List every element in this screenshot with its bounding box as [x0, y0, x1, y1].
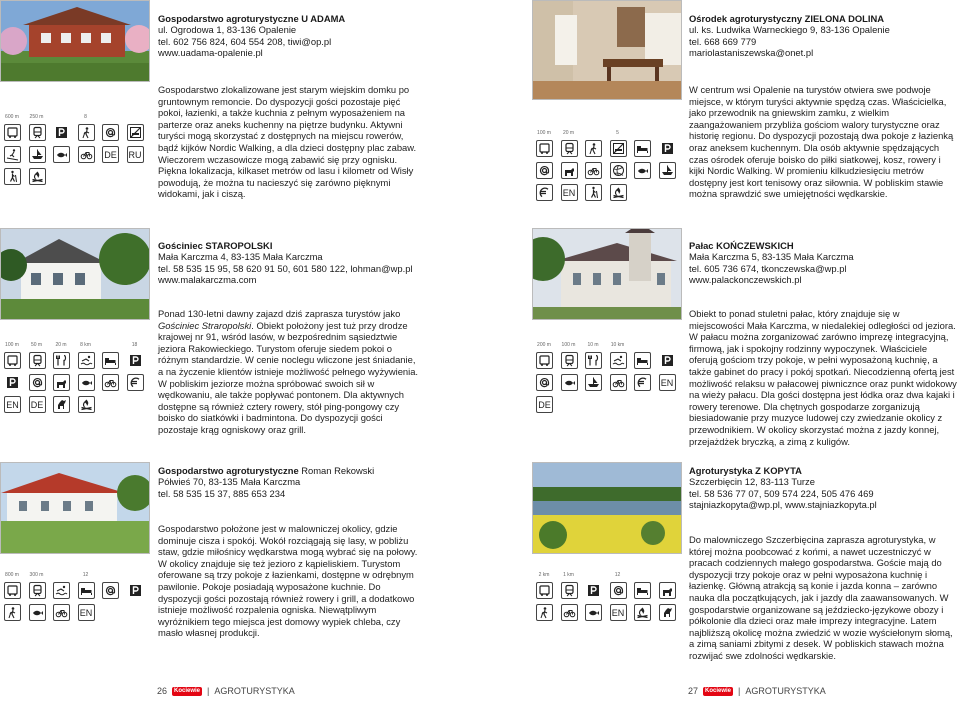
- language-badge-en: EN: [4, 396, 21, 413]
- website-line[interactable]: www.malakarczma.com: [158, 274, 257, 286]
- amenity-icons: [536, 342, 682, 410]
- bus-icon: [4, 124, 21, 141]
- bus-icon: [4, 582, 21, 599]
- language-badge-en: EN: [78, 604, 95, 621]
- language-badge-en: EN: [610, 604, 627, 621]
- fishing-icon: [29, 604, 46, 621]
- entry-title: Gościniec STAROPOLSKI: [158, 240, 273, 251]
- train-icon: [561, 140, 578, 157]
- photo-staropolski: [0, 228, 150, 320]
- distance-label: 10 m: [587, 342, 599, 348]
- distance-label: 2 km: [538, 572, 550, 578]
- horse-icon: [659, 604, 676, 621]
- volleyball-icon: [610, 162, 627, 179]
- contact-line: tel. 605 736 674, tkonczewska@wp.pl: [689, 262, 847, 274]
- language-badge-de: DE: [29, 396, 46, 413]
- train-icon: [561, 582, 578, 599]
- photo-zielona-dolina: [532, 0, 682, 100]
- footer-right: [688, 686, 826, 696]
- bike-icon: [102, 374, 119, 391]
- entry-description: W centrum wsi Opalenie na turystów otwiera swe podwoje miejsce, w którym turyści aktywnie spędzą czas. Właścicielka, jako przewodnik na gniewskim zamku, z wielkim zaangażowaniem przybliża gościom walory turystyczne oraz historię regionu. Do dyspozycji pozostają dwa pokoje z łazienką oraz aneksem kuchennym. Dla osób aktywnie spędzających czas ośrodek oferuje boisko do piłki siatkowej, kosz, rowery i kijki Nordic Walking. W promieniu kilkudziesięciu metrów dostępny jest kort tenisowy oraz siłownia. W pobliskim stawie można sprawdzić swe umiejętności wędkarskie.: [689, 84, 954, 200]
- train-icon: [29, 582, 46, 599]
- train-icon: [29, 124, 46, 141]
- nordic-walking-icon: [4, 604, 21, 621]
- hiking-icon: [585, 184, 602, 201]
- website-line[interactable]: www.uadama-opalenie.pl: [158, 47, 263, 59]
- entry-title: [158, 465, 478, 476]
- contact-line: tel. 58 535 15 37, 885 653 234: [158, 487, 286, 499]
- email-line[interactable]: stajniazkopyta@wp.pl, www.stajniazkopyta.pl: [689, 499, 877, 511]
- restaurant-icon: [585, 352, 602, 369]
- fishing-icon: [634, 162, 651, 179]
- distance-label: 100 m: [5, 342, 19, 348]
- boat-icon: [659, 162, 676, 179]
- photo-u-adama: [0, 0, 150, 82]
- separator: |: [738, 686, 741, 696]
- swim-icon: [53, 582, 70, 599]
- address-line: Szczerbięcin 12, 83-113 Turze: [689, 476, 815, 488]
- parking-icon: [659, 140, 676, 157]
- language-badge-ru: RU: [127, 146, 144, 163]
- bike-icon: [610, 374, 627, 391]
- campfire-icon: [78, 396, 95, 413]
- entry-title: Gospodarstwo agroturystyczne U ADAMA: [158, 13, 346, 24]
- bike-icon: [585, 162, 602, 179]
- section-label: AGROTURYSTYKA: [214, 686, 295, 696]
- distance-label: 300 m: [29, 572, 44, 578]
- dog-icon: [561, 162, 578, 179]
- separator: |: [207, 686, 210, 696]
- parking-icon: [127, 352, 144, 369]
- entry-description: Gospodarstwo zlokalizowane jest starym wiejskim domku po gruntownym remoncie. Do dyspozycji gości pozostaje pięć pokoi, łazienki, a także kuchnia z pełnym wyposażeniem na parterze oraz aneks kuchenny na piętrze budynku. Aktywni turyści mogą skorzystać z dostępnych na miejscu rowerów, bądź kijków Nordic Walking, a dla dzieci dostępny plac zabaw. Wieczorem wczasowicze mogą zabawić się przy ognisku. Piękna lokalizacja, kilkaset metrów od lasu i kilometr od Wisły powodują, że można tu nacieszyć się zarówno pięknymi widokami, jak i ciszą.: [158, 84, 417, 200]
- photo-konczewski: [532, 228, 682, 320]
- website-line[interactable]: www.palackonczewskich.pl: [689, 274, 802, 286]
- bus-icon: [536, 352, 553, 369]
- distance-label: 12: [614, 572, 621, 578]
- entry-title: Pałac KOŃCZEWSKICH: [689, 240, 794, 251]
- entry-title: Agroturystyka Z KOPYTA: [689, 465, 802, 476]
- parking-icon: [53, 124, 70, 141]
- bus-icon: [536, 140, 553, 157]
- no-smoking-icon: [127, 124, 144, 141]
- dog-icon: [53, 374, 70, 391]
- boat-icon: [29, 146, 46, 163]
- wifi-icon: [29, 374, 46, 391]
- distance-label: 250 m: [29, 114, 44, 120]
- bed-icon: [78, 582, 95, 599]
- address-line: Mała Karczma 4, 83-135 Mała Karczma: [158, 251, 323, 263]
- entry-header: [689, 13, 959, 59]
- swim-icon: [78, 352, 95, 369]
- fishing-icon: [585, 604, 602, 621]
- brand-logo: Kociewie: [705, 687, 732, 694]
- amenity-icons: [536, 130, 682, 198]
- distance-label: 100 m: [537, 130, 551, 136]
- contact-line: tel. 58 536 77 07, 509 574 224, 505 476 469: [689, 487, 874, 499]
- distance-label: 1 km: [563, 572, 574, 578]
- train-icon: [561, 352, 578, 369]
- bed-icon: [634, 582, 651, 599]
- entry-title: Ośrodek agroturystyczny ZIELONA DOLINA: [689, 13, 884, 24]
- address-line: ul. Ogrodowa 1, 83-136 Opalenie: [158, 24, 297, 36]
- email-line[interactable]: mariolastaniszewska@onet.pl: [689, 47, 814, 59]
- section-label: AGROTURYSTYKA: [745, 686, 826, 696]
- address-line: Mała Karczma 5, 83-135 Mała Karczma: [689, 251, 854, 263]
- bus-icon: [536, 582, 553, 599]
- wifi-icon: [102, 124, 119, 141]
- distance-label: 200 m: [537, 342, 551, 348]
- no-smoking-icon: [610, 140, 627, 157]
- contact-line: tel. 668 669 779: [689, 35, 757, 47]
- language-badge-de: DE: [102, 146, 119, 163]
- parking-icon: [585, 582, 602, 599]
- nordic-walking-icon: [78, 124, 95, 141]
- bus-icon: [4, 352, 21, 369]
- boat-icon: [585, 374, 602, 391]
- distance-label: 8: [84, 114, 87, 120]
- fishing-icon: [53, 146, 70, 163]
- entry-header: [689, 465, 959, 511]
- nordic-walking-icon: [585, 140, 602, 157]
- brand-logo: Kociewie: [174, 687, 201, 694]
- wifi-icon: [536, 374, 553, 391]
- bike-icon: [561, 604, 578, 621]
- entry-description: Obiekt to ponad stuletni pałac, który znajduje się w miejscowości Mała Karczma, w niedalekiej odległości od jeziora. W pałacu można zorganizować zarówno imprezę integracyjną, firmową, jak i spokojny rodzinny wypoczynek. Właściciele oferują gościom trzy pokoje, w pełni wyposażoną kuchnię, a także gabinet do pracy i pokój spotkań. Niecodzienną ofertą jest możliwość relaksu w pałacowej piwnicznce oraz punkt widokowy na wieży pałacu. Dla gości dostępna jest łódka oraz dwa kajaki i rowery terenowe. Dla chętnych gospodarze zorganizują biesiadowanie przy muzyce ludowej czy zwiedzanie okolicy z przewodnikiem. W okolicy skorzystać można z jazdy konnej, przejażdżek bryczką, a zimą z kuligów.: [689, 308, 957, 447]
- distance-label: 12: [82, 572, 89, 578]
- page-number: 26: [157, 686, 168, 696]
- distance-label: 10 km: [610, 342, 625, 348]
- fishing-icon: [78, 374, 95, 391]
- euro-icon: [536, 184, 553, 201]
- entry-description: Do malowniczego Szczerbięcina zaprasza agroturystyka, w której można poobcować z końmi, a nawet uczestniczyć w pracach codziennych małego gospodarstwa. Goście mają do dyspozycji trzy pokoje oraz w pełni wyposażona kuchnię i łazienkę. Główną atrakcją są konie i jazda konna – zarówno nauka dla początkujących, jak i jazdy dla zaawansowanych. W gospodarstwie organizowane są jeździecko-językowe obozy i półkolonie dla dzieci oraz małe imprezy integracyjne. Latem najbliższą okolicę można zwiedzić w wozie wyściełonym słomą, a zimą saniami zbitymi z desek. W pobliskich stawach można rozwijać swe zdolności wędkarskie.: [689, 534, 953, 661]
- emphasis-name: Gościniec Straropolski: [158, 319, 252, 331]
- euro-icon: [634, 374, 651, 391]
- distance-label: 5: [616, 130, 619, 136]
- parking-icon: [4, 374, 21, 391]
- campfire-icon: [29, 168, 46, 185]
- address-line: ul. ks. Ludwika Warneckiego 9, 83-136 Opalenie: [689, 24, 890, 36]
- contact-line: tel. 58 535 15 95, 58 620 91 50, 601 580 122, lohman@wp.pl: [158, 262, 413, 274]
- amenity-icons: [4, 114, 150, 194]
- amenity-icons: [4, 342, 150, 410]
- train-icon: [29, 352, 46, 369]
- entry-header: [158, 13, 458, 59]
- distance-label: 20 m: [55, 342, 67, 348]
- entry-header: [158, 240, 478, 286]
- restaurant-icon: [53, 352, 70, 369]
- contact-line: tel. 602 756 824, 604 554 208, tiwi@op.pl: [158, 35, 332, 47]
- entry-header: [158, 465, 478, 499]
- distance-label: 8 km: [80, 342, 91, 348]
- dog-icon: [659, 582, 676, 599]
- address-line: Półwieś 70, 83-135 Mała Karczma: [158, 476, 301, 488]
- footer-left: [157, 686, 295, 696]
- euro-icon: [127, 374, 144, 391]
- wifi-icon: [102, 582, 119, 599]
- distance-label: 50 m: [30, 342, 43, 348]
- parking-icon: [659, 352, 676, 369]
- bed-icon: [634, 140, 651, 157]
- photo-kopyta: [532, 462, 682, 554]
- language-badge-en: EN: [561, 184, 578, 201]
- photo-rekowski: [0, 462, 150, 554]
- distance-label: 20 m: [562, 130, 575, 136]
- language-badge-en: EN: [659, 374, 676, 391]
- amenity-icons: [536, 572, 682, 636]
- ski-icon: [4, 146, 21, 163]
- distance-label: 100 m: [561, 342, 576, 348]
- campfire-icon: [634, 604, 651, 621]
- entry-description: Gospodarstwo położone jest w malowniczej okolicy, gdzie dominuje cisza i spokój. Wokół rozciągają się lasy, w pobliżu staw, gdzie miłośnicy wędkarstwa mogą wybrać się na połowy. W okolicy znajduje się też jezioro z kąpieliskiem. Turystom oferowane są trzy pokoje z łazienkami, dostępne w odrębnym pawilonie. Pokoje posiadają wyposażone kuchnie. Do dyspozycji gości pozostają również rowery i grill, a dodatkowo istnieje możliwość rozpalenia ogniska. Niewątpliwym wyróżnikiem tego miejsca jest domowy wypiek chleba, czy masło własnej produkcji.: [158, 523, 418, 639]
- bed-icon: [102, 352, 119, 369]
- bed-icon: [634, 352, 651, 369]
- distance-label: 18: [131, 342, 138, 348]
- amenity-icons: [4, 572, 150, 636]
- distance-label: 600 m: [5, 114, 19, 120]
- wifi-icon: [536, 162, 553, 179]
- entry-title-rest: Roman Rekowski: [298, 465, 375, 476]
- horse-icon: [53, 396, 70, 413]
- distance-label: 800 m: [5, 572, 19, 578]
- entry-header: [689, 240, 959, 286]
- entry-title-strong: Gospodarstwo agroturystyczne: [158, 465, 299, 476]
- parking-icon: [127, 582, 144, 599]
- campfire-icon: [610, 184, 627, 201]
- language-badge-de: DE: [536, 396, 553, 413]
- hiking-icon: [4, 168, 21, 185]
- swim-icon: [610, 352, 627, 369]
- entry-description: Ponad 130-letni dawny zajazd dziś zaprasza turystów jako Gościniec Straropolski. Obiekt położony jest tuż przy drodze krajowej nr 91, wśród lasów, w bezpośrednim sąsiedztwie jeziora Rakowieckiego. Turystom oferuje siedem pokoi o różnym standardzie. W cenie noclegu wliczone jest śniadanie, a na życzenie klientów istnieje możliwość pełnego wyżywienia. W pobliskim jeziorze można spróbować swoich sił w wędkowaniu, ale także popływać pontonem. Dla aktywnych dostępne są również cztery rowery, stół ping-pongowy czy boisko do siatkówki i badmintona. Do dyspozycji gości pozostaje krąg ogniskowy oraz grill.: [158, 308, 419, 435]
- bike-icon: [53, 604, 70, 621]
- page-number: 27: [688, 686, 699, 696]
- fishing-icon: [561, 374, 578, 391]
- bike-icon: [78, 146, 95, 163]
- wifi-icon: [610, 582, 627, 599]
- nordic-walking-icon: [536, 604, 553, 621]
